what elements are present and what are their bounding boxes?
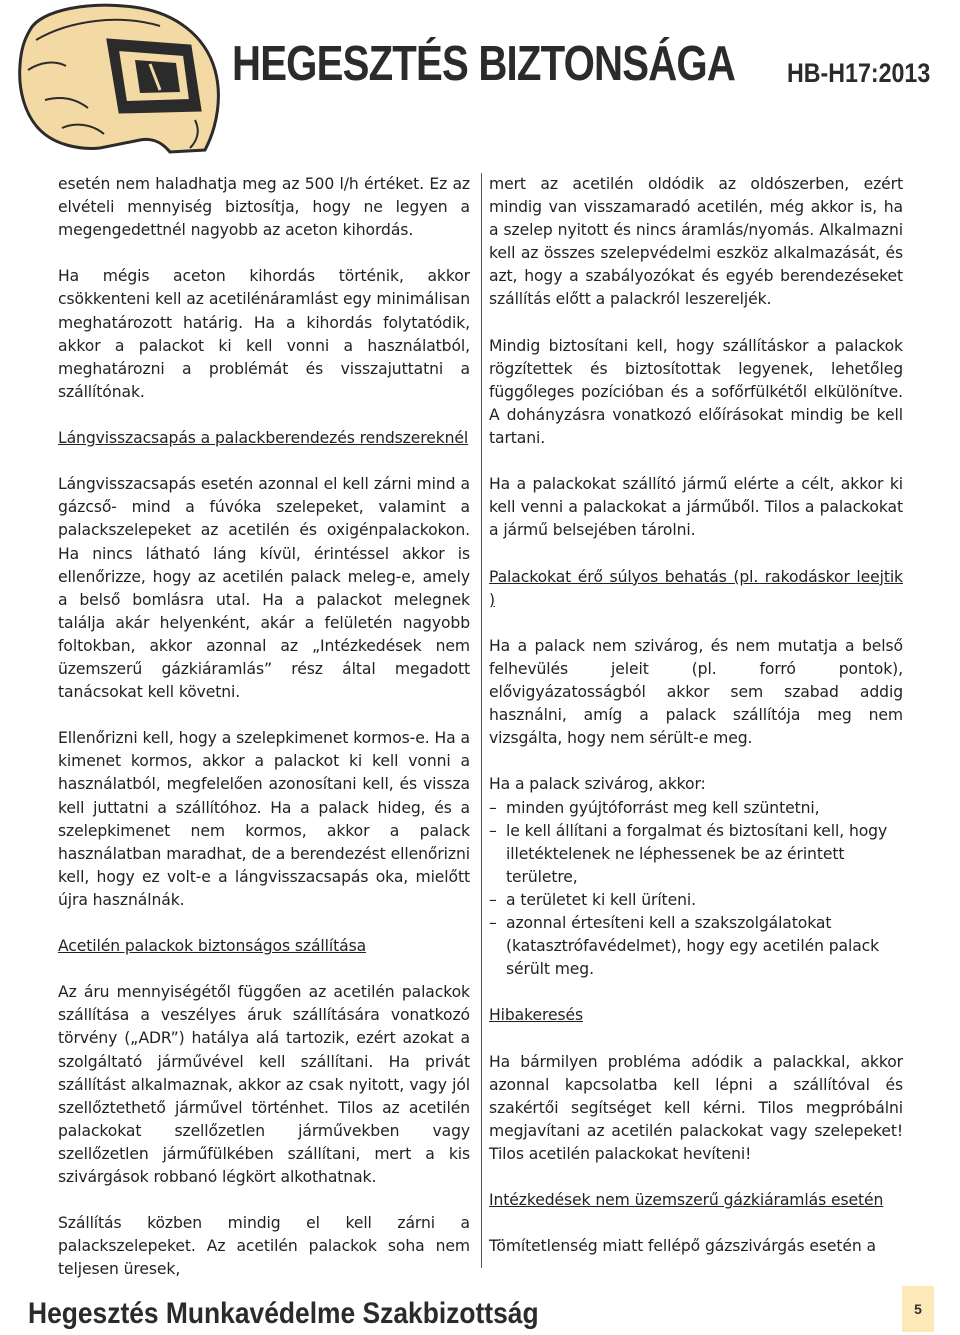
paragraph: Mindig biztosítani kell, hogy szállításkor a palackok rögzítettek és biztosítottak legyenek, lehetőleg függőleges pozícióban és a sofőrfülkétől elkülönítve. A dohányzásra vonatkozó előírásokat mindig be kell tartani. xyxy=(489,336,903,448)
bullet-list xyxy=(489,797,903,982)
paragraph: Ha mégis aceton kihordás történik, akkor csökkenteni kell az acetilénáramlást egy minimálisan meghatározott határig. Ha a kihordás folytatódik, akkor a palackot ki kell vonni a használatból, meghatározni a problémát és visszajuttatni a szállítónak. xyxy=(58,267,470,401)
paragraph: Ha bármilyen probléma adódik a palackkal, akkor azonnal kapcsolatba kell lépni a szállítóval és szakértői segítséget kell kérni. Tilos megpróbálni megjavítani az acetilén palackokat vagy szelepeket! Tilos acetilén palackokat hevíteni! xyxy=(489,1052,903,1163)
section-heading: Intézkedések nem üzemszerű gázkiáramlás esetén xyxy=(489,1191,884,1210)
section-heading: Lángvisszacsapás a palackberendezés rendszereknél xyxy=(58,429,469,448)
paragraph: Ellenőrizni kell, hogy a szelepkimenet kormos-e. Ha a kimenet kormos, akkor a palackot ki kell vonni a használatból, megfelelően azonosítani kell, és vissza kell juttatni a szállítóhoz. Ha a palack hideg, és a szelepkimenet nem kormos, akkor a palack használatban maradhat, de a berendezést ellenőrizni kell, hogy ez volt-e a lángvisszacsapás oka, mielőtt újra használnák. xyxy=(58,729,470,909)
section-heading: Hibakeresés xyxy=(489,1006,583,1025)
paragraph: Az áru mennyiségétől függően az acetilén palackok szállítása a veszélyes áruk szállítására vonatkozó törvény („ADR”) hatálya alá tartozik, ezért azokat a szolgáltató járművével kell szállítani. Ha privát szállítást alkalmaznak, akkor az csak nyitott, vagy jól szellőztethető járművel történhet. Tilos az acetilén palackokat szellőzetlen járművekben vagy szellőzetlen járműfülkében szállítani, mert a kis szivárgások robbanó légkört alkothatnak. xyxy=(58,983,470,1187)
document-title: HEGESZTÉS BIZTONSÁGA xyxy=(232,37,736,91)
left-column xyxy=(58,173,470,1282)
paragraph: Szállítás közben mindig el kell zárni a palackszelepeket. Az acetilén palackok soha nem teljesen üresek, xyxy=(58,1214,470,1279)
paragraph: Lángvisszacsapás esetén azonnal el kell zárni mind a gázcső- mind a fúvóka szelepeket, valamint a palackszelepeket az acetilén és oxigénpalackokon. Ha nincs látható láng kívül, érintéssel akkor is ellenőrizze, hogy az acetilén palack meleg-e, amely a belső bomlásra utal. Ha a palackot melegnek találja akár helyenként, akár a felületén nagyobb foltokban, akkor azonnal az „Intézkedések nem üzemszerű gázkiáramlás” rész által megadott tanácsokat kell követni. xyxy=(58,475,470,702)
section-heading: Acetilén palackok biztonságos szállítása xyxy=(58,937,367,956)
list-item: – azonnal értesíteni kell a szakszolgálatokat (katasztrófavédelmet), hogy egy acetilén palack sérült meg. xyxy=(489,912,903,981)
list-item: – le kell állítani a forgalmat és biztosítani kell, hogy illetéktelenek ne léphessenek be az érintett területre, xyxy=(489,820,903,889)
right-column xyxy=(489,173,903,1258)
welding-helmet-icon xyxy=(0,0,230,160)
page-number: 5 xyxy=(902,1286,934,1332)
document-code: HB-H17:2013 xyxy=(787,58,931,88)
paragraph: Ha a palackokat szállító jármű elérte a célt, akkor ki kell venni a palackokat a járműből. Tilos a palackokat a jármű belsejében tárolni. xyxy=(489,475,903,540)
list-intro: Ha a palack szivárog, akkor: xyxy=(489,775,706,794)
list-item: – minden gyújtóforrást meg kell szüntetni, xyxy=(489,797,903,820)
section-heading: Palackokat érő súlyos behatás (pl. rakodáskor leejtik ) xyxy=(489,567,903,609)
paragraph: esetén nem haladhatja meg az 500 l/h értéket. Ez az elvételi mennyiség biztosítja, hogy ne legyen a megengedettnél nagyobb az aceton kihordás. xyxy=(58,175,470,240)
footer-title: Hegesztés Munkavédelme Szakbizottság xyxy=(28,1297,539,1330)
paragraph: Ha a palack nem szivárog, és nem mutatja a belső felhevülés jeleit (pl. forró pontok), elővigyázatosságból akkor sem szabad addig használni, amíg a palack szállítója meg nem vizsgálta, hogy nem sérült-e meg. xyxy=(489,636,903,748)
column-divider xyxy=(481,173,482,1268)
paragraph: Tömítetlenség miatt fellépő gázszivárgás esetén a xyxy=(489,1237,877,1256)
list-item: – a területet ki kell üríteni. xyxy=(489,889,903,912)
paragraph: mert az acetilén oldódik az oldószerben, ezért mindig van visszamaradó acetilén, még akkor is, ha a szelep nyitott és nincs áramlás/nyomás. Alkalmazni kell az összes szelepvédelmi eszköz alkalmazását, és azt, hogy a szabályozókat és egyéb berendezéseket szállítás előtt a palackról leszereljék. xyxy=(489,175,903,309)
